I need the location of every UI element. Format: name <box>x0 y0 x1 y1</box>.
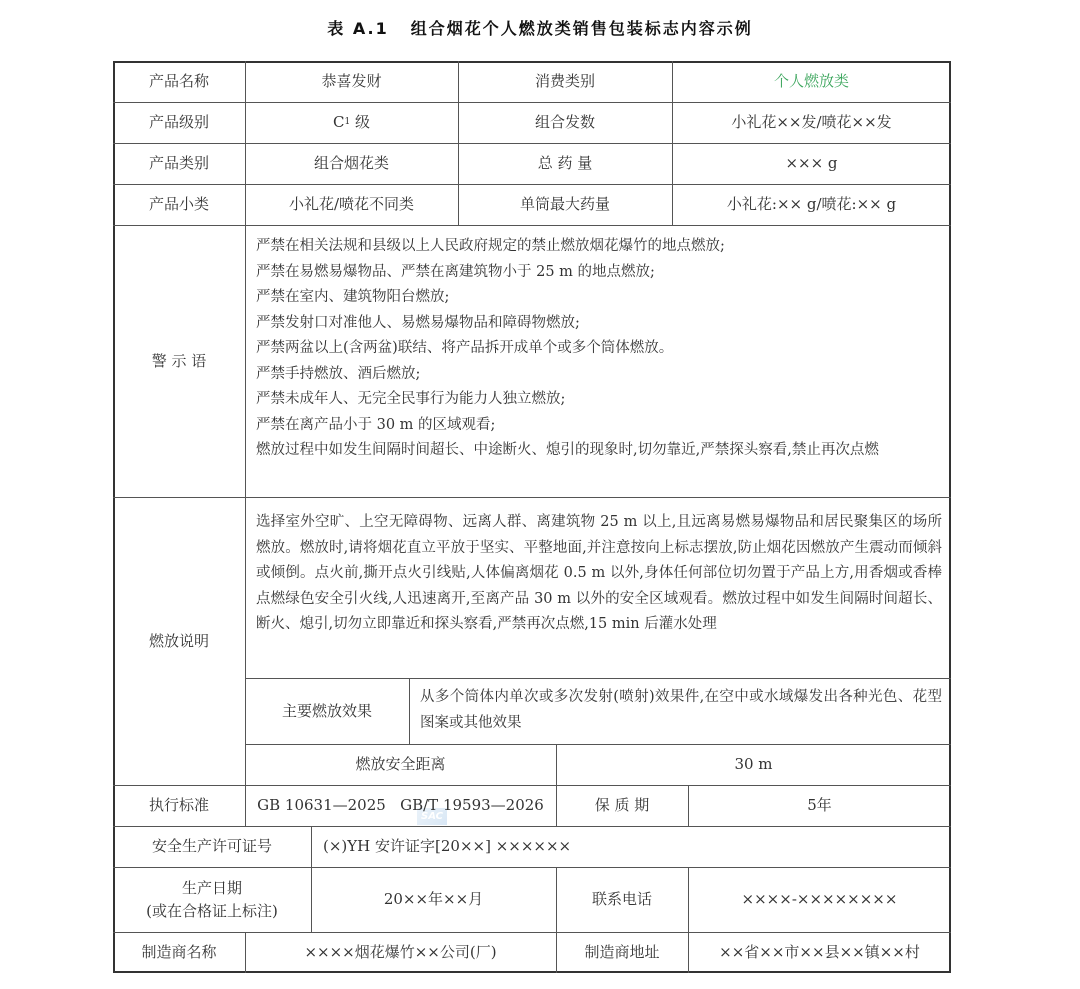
production-date-value: 20××年××月 <box>383 890 484 909</box>
safe-distance-label: 燃放安全距离 <box>355 755 446 774</box>
warning-line: 严禁在离产品小于 30 m 的区域观看; <box>256 416 496 433</box>
product-name-label: 产品名称 <box>148 72 209 91</box>
shelf-life-label: 保 质 期 <box>594 796 650 815</box>
warning-line: 严禁两盆以上(含两盆)联结、将产品拆开成单个或多个筒体燃放。 <box>256 340 674 356</box>
warning-line: 燃放过程中如发生间隔时间超长、中途断火、熄引的现象时,切勿靠近,严禁探头察看,禁止再次点燃 <box>256 442 879 458</box>
warning-line: 严禁发射口对准他人、易燃易爆物品和障碍物燃放; <box>256 314 580 331</box>
consumer-category-label: 消费类别 <box>534 72 595 91</box>
warning-line: 严禁未成年人、无完全民事行为能力人独立燃放; <box>256 391 566 407</box>
warning-line: 严禁在室内、建筑物阳台燃放; <box>256 289 450 305</box>
product-name-value: 恭喜发财 <box>321 72 382 91</box>
product-subclass-label: 产品小类 <box>148 195 209 214</box>
main-effect-label: 主要燃放效果 <box>281 701 372 720</box>
standard-label: 执行标准 <box>148 796 209 815</box>
warning-line: 严禁在相关法规和县级以上人民政府规定的禁止燃放烟花爆竹的地点燃放; <box>256 238 725 254</box>
grade-suffix: 级 <box>350 113 370 132</box>
license-label: 安全生产许可证号 <box>151 837 272 856</box>
production-date-label-line2: (或在合格证上标注) <box>146 901 278 920</box>
warning-line: 严禁在易燃易爆物品、严禁在离建筑物小于 25 m 的地点燃放; <box>256 263 655 280</box>
production-date-label-line1: 生产日期 <box>181 879 242 897</box>
manufacturer-address-value: ××省××市××县××镇××村 <box>719 943 920 962</box>
product-category-value: 组合烟花类 <box>313 154 389 173</box>
main-effect-value: 从多个筒体内单次或多次发射(喷射)效果件,在空中或水域爆发出各种光色、花型图案或其他效果 <box>420 689 942 731</box>
manufacturer-name-label: 制造商名称 <box>141 943 217 962</box>
warning-line: 严禁手持燃放、酒后燃放; <box>256 365 421 382</box>
table-caption: 组合烟花个人燃放类销售包装标志内容示例 <box>410 19 753 38</box>
sac-watermark: SAC <box>417 808 447 825</box>
manufacturer-name-value: ××××烟花爆竹××公司(厂) <box>304 943 497 962</box>
total-charge-value: ××× g <box>785 154 838 173</box>
shelf-life-value: 5年 <box>807 796 832 815</box>
manufacturer-address-label: 制造商地址 <box>584 943 660 962</box>
max-tube-charge-label: 单筒最大药量 <box>519 195 610 214</box>
phone-label: 联系电话 <box>591 890 652 909</box>
grade-subscript: 1 <box>344 116 351 127</box>
consumer-category-value: 个人燃放类 <box>773 72 849 91</box>
table-title <box>0 16 1080 39</box>
product-grade-value <box>245 102 458 143</box>
col-divider <box>409 678 410 744</box>
safe-distance-value: 30 m <box>734 755 773 774</box>
grade-letter: C <box>333 113 345 132</box>
production-date-label <box>113 867 311 932</box>
shot-count-label: 组合发数 <box>534 113 595 132</box>
product-subclass-value: 小礼花/喷花不同类 <box>288 195 415 214</box>
table-number: 表 A.1 <box>327 19 389 38</box>
warnings-label: 警 示 语 <box>151 351 207 370</box>
warnings-list <box>256 234 942 464</box>
instructions-text: 选择室外空旷、上空无障碍物、远离人群、离建筑物 25 m 以上,且远离易燃易爆物品和居民聚集区的场所燃放。燃放时,请将烟花直立平放于坚实、平整地面,并注意按向上标志摆放,防止烟花因燃放产生震动而倾斜或倾倒。点火前,撕开点火引线贴,人体偏离烟花 0.5 m 以外,身体任何部位切勿置于产品上方,用香烟或香棒点燃绿色安全引火线,人迅速离开,至离产品 30 m 以外的安全区域观看。燃放过程中如发生间隔时间超长、断火、熄引,切勿立即靠近和探头察看,严禁再次点燃,15 min 后灌水处理 <box>256 514 942 632</box>
standard-value: GB 10631—2025 GB/T 19593—2026 <box>257 796 544 815</box>
max-tube-charge-value: 小礼花:×× g/喷花:×× g <box>726 195 897 214</box>
total-charge-label: 总 药 量 <box>537 154 593 173</box>
product-grade-label: 产品级别 <box>148 113 209 132</box>
license-value: (×)YH 安许证字[20××] ×××××× <box>323 837 572 856</box>
phone-value: ××××-×××××××× <box>741 890 898 909</box>
product-category-label: 产品类别 <box>148 154 209 173</box>
instructions-label: 燃放说明 <box>148 631 209 650</box>
shot-count-value: 小礼花××发/喷花××发 <box>731 113 892 132</box>
